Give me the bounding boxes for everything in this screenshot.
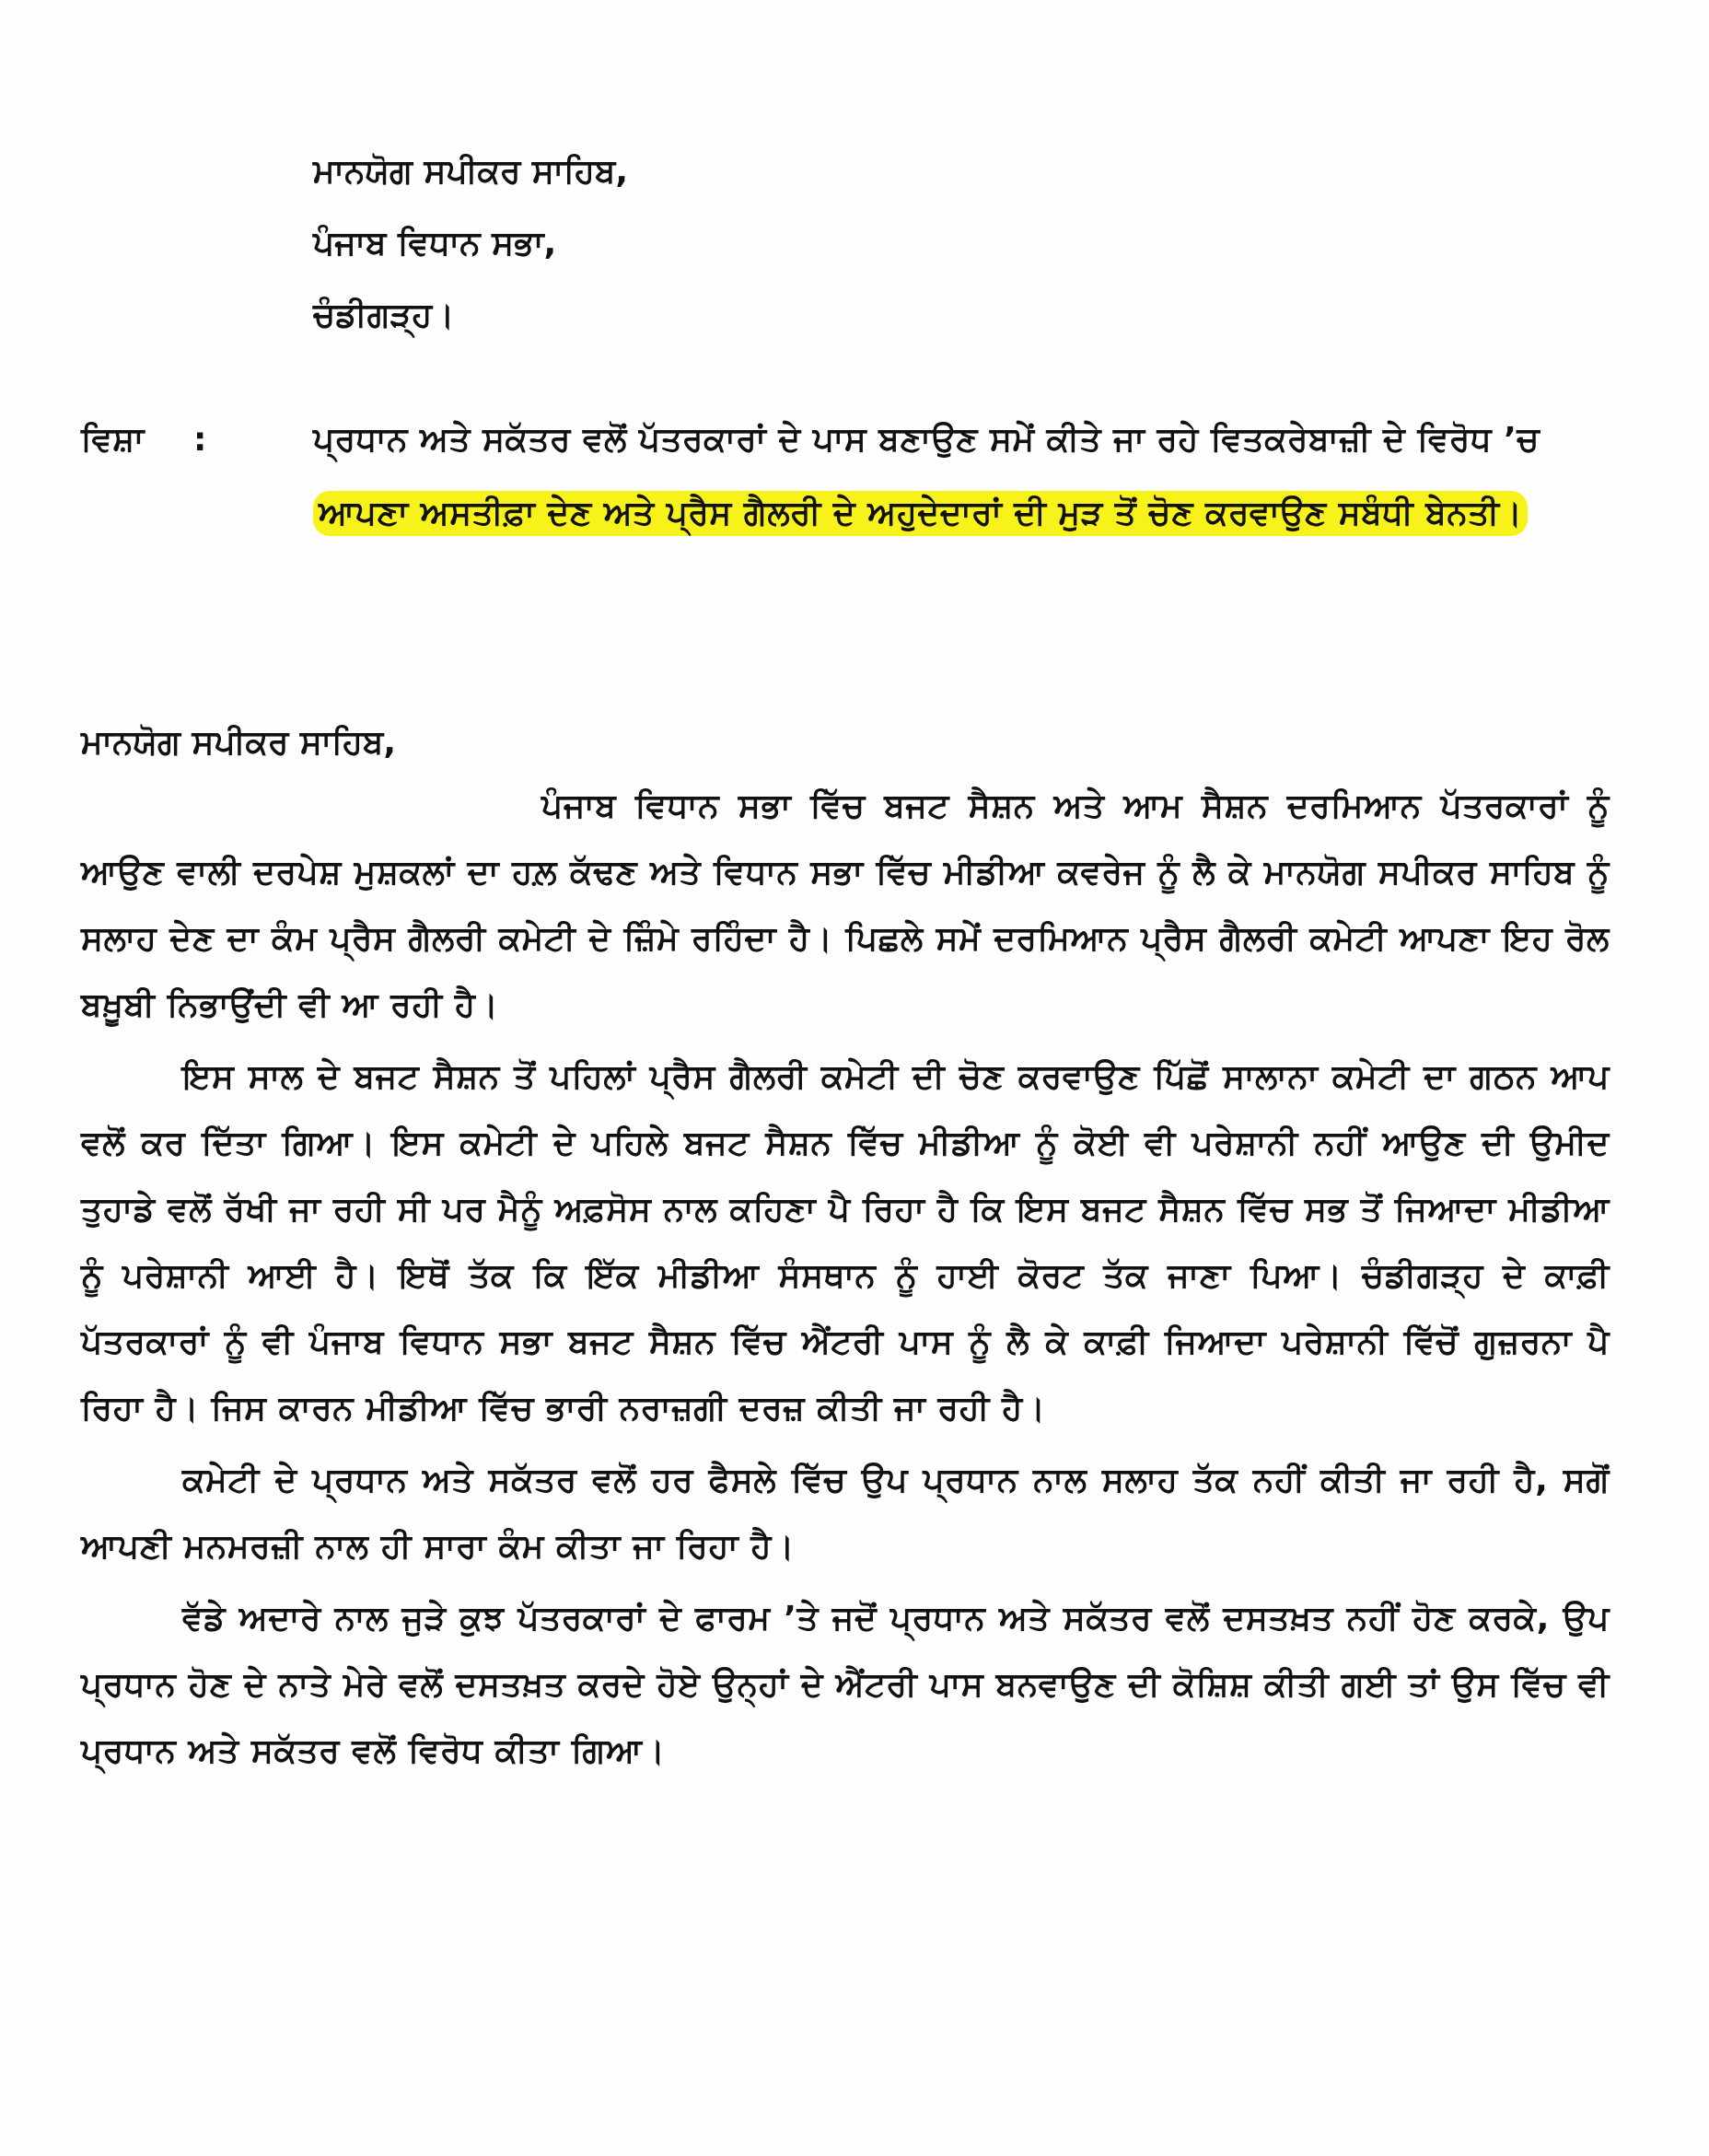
subject-text-plain: ਪ੍ਰਧਾਨ ਅਤੇ ਸਕੱਤਰ ਵਲੋਂ ਪੱਤਰਕਾਰਾਂ ਦੇ ਪਾਸ ਬਣਾਉਣ ਸਮੇਂ ਕੀਤੇ ਜਾ ਰਹੇ ਵਿਤਕਰੇਬਾਜ਼ੀ ਦੇ ਵਿਰੋਧ ’ਚ	[313, 421, 1540, 459]
letter-body	[81, 774, 1610, 1790]
salutation: ਮਾਨਯੋਗ ਸਪੀਕਰ ਸਾਹਿਬ,	[81, 724, 397, 762]
body-paragraph-2: ਇਸ ਸਾਲ ਦੇ ਬਜਟ ਸੈਸ਼ਨ ਤੋਂ ਪਹਿਲਾਂ ਪ੍ਰੈਸ ਗੈਲਰੀ ਕਮੇਟੀ ਦੀ ਚੋਣ ਕਰਵਾਉਣ ਪਿੱਛੋਂ ਸਾਲਾਨਾ ਕਮੇਟੀ ਦਾ ਗਠਨ ਆਪ ਵਲੋਂ ਕਰ ਦਿੱਤਾ ਗਿਆ। ਇਸ ਕਮੇਟੀ ਦੇ ਪਹਿਲੇ ਬਜਟ ਸੈਸ਼ਨ ਵਿੱਚ ਮੀਡੀਆ ਨੂੰ ਕੋਈ ਵੀ ਪਰੇਸ਼ਾਨੀ ਨਹੀਂ ਆਉਣ ਦੀ ਉਮੀਦ ਤੁਹਾਡੇ ਵਲੋਂ ਰੱਖੀ ਜਾ ਰਹੀ ਸੀ ਪਰ ਮੈਨੂੰ ਅਫ਼ਸੋਸ ਨਾਲ ਕਹਿਣਾ ਪੈ ਰਿਹਾ ਹੈ ਕਿ ਇਸ ਬਜਟ ਸੈਸ਼ਨ ਵਿੱਚ ਸਭ ਤੋਂ ਜਿਆਦਾ ਮੀਡੀਆ ਨੂੰ ਪਰੇਸ਼ਾਨੀ ਆਈ ਹੈ। ਇਥੋਂ ਤੱਕ ਕਿ ਇੱਕ ਮੀਡੀਆ ਸੰਸਥਾਨ ਨੂੰ ਹਾਈ ਕੋਰਟ ਤੱਕ ਜਾਣਾ ਪਿਆ। ਚੰਡੀਗੜ੍ਹ ਦੇ ਕਾਫ਼ੀ ਪੱਤਰਕਾਰਾਂ ਨੂੰ ਵੀ ਪੰਜਾਬ ਵਿਧਾਨ ਸਭਾ ਬਜਟ ਸੈਸ਼ਨ ਵਿੱਚ ਐਂਟਰੀ ਪਾਸ ਨੂੰ ਲੈ ਕੇ ਕਾਫ਼ੀ ਜਿਆਦਾ ਪਰੇਸ਼ਾਨੀ ਵਿੱਚੋਂ ਗੁਜ਼ਰਨਾ ਪੈ ਰਿਹਾ ਹੈ। ਜਿਸ ਕਾਰਨ ਮੀਡੀਆ ਵਿੱਚ ਭਾਰੀ ਨਰਾਜ਼ਗੀ ਦਰਜ਼ ਕੀਤੀ ਜਾ ਰਹੀ ਹੈ।	[81, 1058, 1610, 1428]
addressee-block	[313, 136, 1418, 352]
addressee-title: ਮਾਨਯੋਗ ਸਪੀਕਰ ਸਾਹਿਬ,	[313, 153, 629, 191]
subject-text	[313, 403, 1639, 551]
subject-colon: :	[193, 421, 207, 459]
subject-text-highlighted: ਆਪਣਾ ਅਸਤੀਫ਼ਾ ਦੇਣ ਅਤੇ ਪ੍ਰੈਸ ਗੈਲਰੀ ਦੇ ਅਹੁਦੇਦਾਰਾਂ ਦੀ ਮੁੜ ਤੋਂ ਚੋਣ ਕਰਵਾਉਣ ਸਬੰਧੀ ਬੇਨਤੀ।	[313, 491, 1528, 536]
addressee-organization: ਪੰਜਾਬ ਵਿਧਾਨ ਸਭਾ,	[313, 225, 557, 262]
subject-label: ਵਿਸ਼ਾ	[81, 421, 145, 459]
subject-block	[81, 403, 1646, 643]
body-paragraph-3: ਕਮੇਟੀ ਦੇ ਪ੍ਰਧਾਨ ਅਤੇ ਸਕੱਤਰ ਵਲੋਂ ਹਰ ਫੈਸਲੇ ਵਿੱਚ ਉਪ ਪ੍ਰਧਾਨ ਨਾਲ ਸਲਾਹ ਤੱਕ ਨਹੀਂ ਕੀਤੀ ਜਾ ਰਹੀ ਹੈ, ਸਗੋਂ ਆਪਣੀ ਮਨਮਰਜ਼ੀ ਨਾਲ ਹੀ ਸਾਰਾ ਕੰਮ ਕੀਤਾ ਜਾ ਰਿਹਾ ਹੈ।	[81, 1462, 1610, 1566]
body-paragraph-1: ਪੰਜਾਬ ਵਿਧਾਨ ਸਭਾ ਵਿੱਚ ਬਜਟ ਸੈਸ਼ਨ ਅਤੇ ਆਮ ਸੈਸ਼ਨ ਦਰਮਿਆਨ ਪੱਤਰਕਾਰਾਂ ਨੂੰ ਆਉਣ ਵਾਲੀ ਦਰਪੇਸ਼ ਮੁਸ਼ਕਲਾਂ ਦਾ ਹਲ਼ ਕੱਢਣ ਅਤੇ ਵਿਧਾਨ ਸਭਾ ਵਿੱਚ ਮੀਡੀਆ ਕਵਰੇਜ ਨੂੰ ਲੈ ਕੇ ਮਾਨਯੋਗ ਸਪੀਕਰ ਸਾਹਿਬ ਨੂੰ ਸਲਾਹ ਦੇਣ ਦਾ ਕੰਮ ਪ੍ਰੈਸ ਗੈਲਰੀ ਕਮੇਟੀ ਦੇ ਜ਼ਿੰਮੇ ਰਹਿੰਦਾ ਹੈ। ਪਿਛਲੇ ਸਮੇਂ ਦਰਮਿਆਨ ਪ੍ਰੈਸ ਗੈਲਰੀ ਕਮੇਟੀ ਆਪਣਾ ਇਹ ਰੋਲ ਬਖ਼ੂਬੀ ਨਿਭਾਉਂਦੀ ਵੀ ਆ ਰਹੀ ਹੈ।	[81, 787, 1610, 1024]
body-paragraph-4: ਵੱਡੇ ਅਦਾਰੇ ਨਾਲ ਜੁੜੇ ਕੁਝ ਪੱਤਰਕਾਰਾਂ ਦੇ ਫਾਰਮ ’ਤੇ ਜਦੋਂ ਪ੍ਰਧਾਨ ਅਤੇ ਸਕੱਤਰ ਵਲੋਂ ਦਸਤਖ਼ਤ ਨਹੀਂ ਹੋਣ ਕਰਕੇ, ਉਪ ਪ੍ਰਧਾਨ ਹੋਣ ਦੇ ਨਾਤੇ ਮੇਰੇ ਵਲੋਂ ਦਸਤਖ਼ਤ ਕਰਦੇ ਹੋਏ ਉਨ੍ਹਾਂ ਦੇ ਐਂਟਰੀ ਪਾਸ ਬਨਵਾਉਣ ਦੀ ਕੋਸ਼ਿਸ਼ ਕੀਤੀ ਗਈ ਤਾਂ ਉਸ ਵਿੱਚ ਵੀ ਪ੍ਰਧਾਨ ਅਤੇ ਸਕੱਤਰ ਵਲੋਂ ਵਿਰੋਧ ਕੀਤਾ ਗਿਆ।	[81, 1600, 1610, 1770]
addressee-city: ਚੰਡੀਗੜ੍ਹ।	[313, 297, 455, 334]
